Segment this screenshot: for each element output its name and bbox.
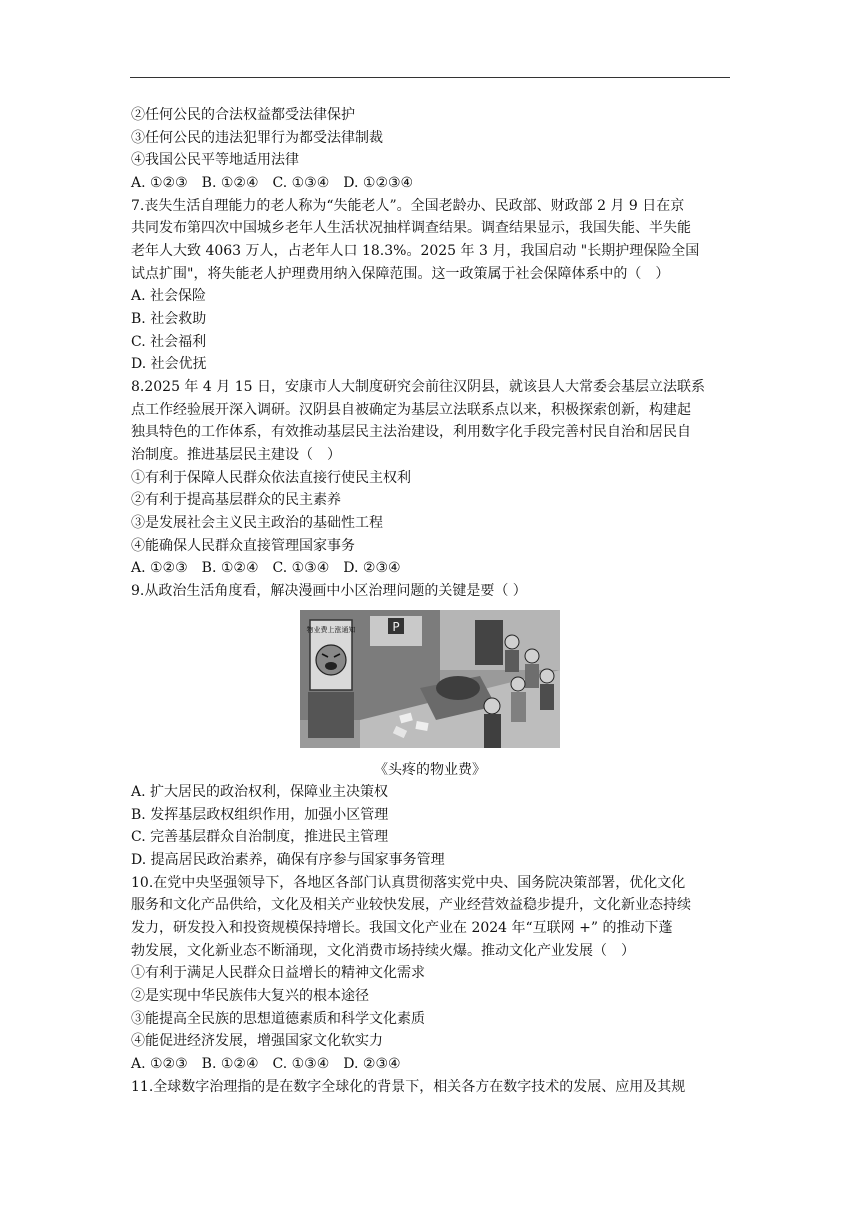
text-line: 独具特色的工作体系，有效推动基层民主法治建设，利用数字化手段完善村民自治和居民自: [131, 424, 691, 440]
option-d: D. 社会优抚: [131, 356, 207, 372]
cartoon-caption: 《头疼的物业费》: [374, 762, 486, 778]
text-line: 共同发布第四次中国城乡老年人生活状况抽样调查结果。调查结果显示，我国失能、半失能: [131, 220, 691, 236]
text-line: ③是发展社会主义民主政治的基础性工程: [131, 515, 383, 531]
question-8: 8.2025 年 4 月 15 日，安康市人大制度研究会前往汉阴县，就该县人大常委会基层立法联系: [131, 379, 705, 395]
parking-sign: P: [392, 620, 400, 634]
poster-text: 物业费上涨通知: [306, 626, 356, 634]
question-11: 11.全球数字治理指的是在数字全球化的背景下，相关各方在数字技术的发展、应用及其规: [131, 1079, 686, 1095]
text-line: ④能确保人民群众直接管理国家事务: [131, 538, 355, 554]
text-line: 勃发展，文化新业态不断涌现，文化消费市场持续火爆。推动文化产业发展（ ）: [131, 943, 635, 959]
text-line: ②是实现中华民族伟大复兴的根本途径: [131, 988, 369, 1004]
text-line: ④我国公民平等地适用法律: [131, 152, 299, 168]
question-10: 10.在党中央坚强领导下，各地区各部门认真贯彻落实党中央、国务院决策部署，优化文化: [131, 875, 686, 891]
text-line: ①有利于满足人民群众日益增长的精神文化需求: [131, 965, 425, 981]
text-line: 服务和文化产品供给，文化及相关产业较快发展，产业经营效益稳步提升，文化新业态持续: [131, 897, 691, 913]
text-line: ③任何公民的违法犯罪行为都受法律制裁: [131, 130, 383, 146]
text-line: ②有利于提高基层群众的民主素养: [131, 492, 341, 508]
question-7: 7.丧失生活自理能力的老人称为“失能老人”。全国老龄办、民政部、财政部 2 月 9 日在京: [131, 198, 685, 214]
text-line: ①有利于保障人民群众依法直接行使民主权利: [131, 470, 411, 486]
option-b: B. 社会救助: [131, 311, 207, 327]
answer-options: A. ①②③ B. ①②④ C. ①③④ D. ②③④: [131, 1056, 401, 1072]
option-c: C. 完善基层群众自治制度，推进民主管理: [131, 829, 389, 845]
question-9: 9.从政治生活角度看，解决漫画中小区治理问题的关键是要（ ）: [131, 583, 527, 599]
header-rule: [130, 77, 730, 78]
option-c: C. 社会福利: [131, 334, 207, 350]
answer-options: A. ①②③ B. ①②④ C. ①③④ D. ①②③④: [131, 175, 414, 191]
text-line: 老年人大致 4063 万人，占老年人口 18.3%。2025 年 3 月，我国启动 "长期护理保险全国: [131, 243, 700, 259]
option-a: A. 扩大居民的政治权利，保障业主决策权: [131, 784, 389, 800]
text-line: ②任何公民的合法权益都受法律保护: [131, 107, 355, 123]
text-line: 试点扩围"，将失能老人护理费用纳入保障范围。这一政策属于社会保障体系中的（ ）: [131, 266, 670, 282]
option-a: A. 社会保险: [131, 288, 207, 304]
text-line: 发力，研发投入和投资规模保持增长。我国文化产业在 2024 年“互联网 +” 的推动下蓬: [131, 920, 673, 936]
text-line: 治制度。推进基层民主建设（ ）: [131, 447, 341, 463]
option-b: B. 发挥基层政权组织作用，加强小区管理: [131, 807, 389, 823]
text-line: 点工作经验展开深入调研。汉阴县自被确定为基层立法联系点以来，积极探索创新，构建起: [131, 402, 691, 418]
answer-options: A. ①②③ B. ①②④ C. ①③④ D. ②③④: [131, 560, 401, 576]
text-line: ④能促进经济发展，增强国家文化软实力: [131, 1033, 383, 1049]
option-d: D. 提高居民政治素养，确保有序参与国家事务管理: [131, 852, 445, 868]
cartoon-illustration: [300, 610, 560, 748]
text-line: ③能提高全民族的思想道德素质和科学文化素质: [131, 1011, 425, 1027]
